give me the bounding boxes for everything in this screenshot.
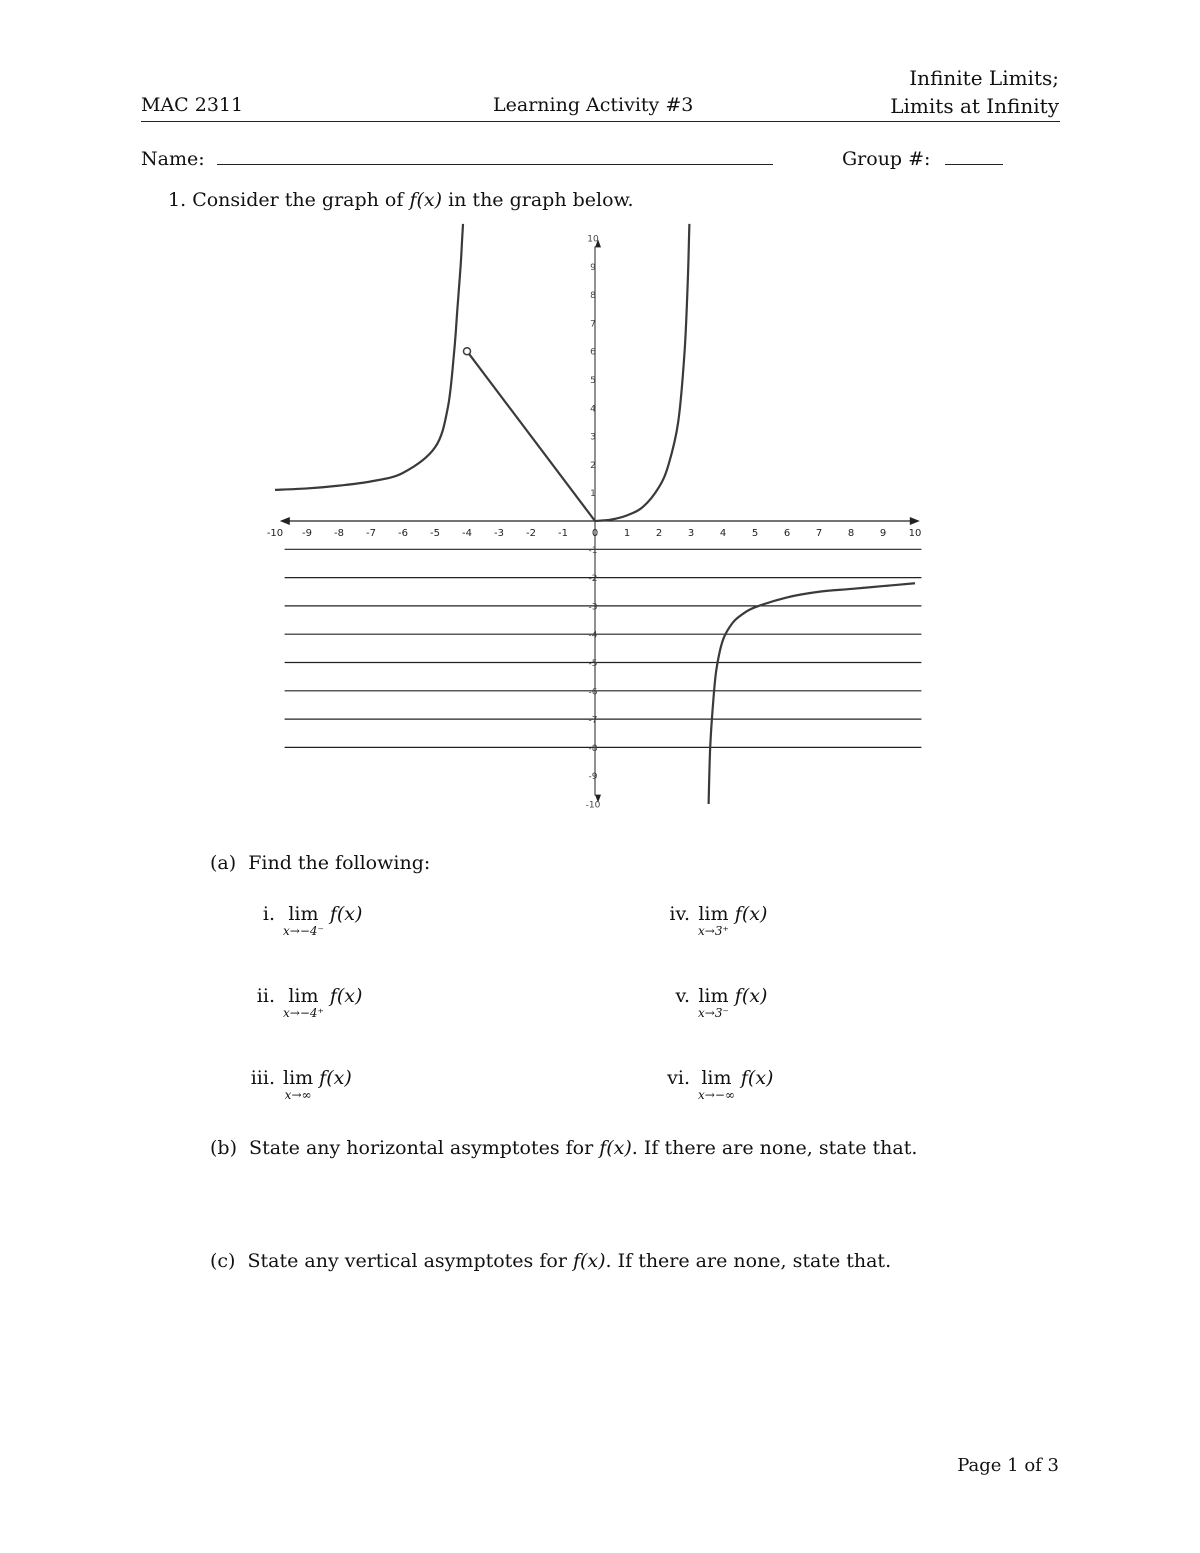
limit-number: i. — [262, 903, 275, 925]
y-tick-label: -8 — [588, 743, 598, 754]
name-label: Name: — [141, 148, 205, 170]
question-1-prompt — [168, 189, 634, 211]
y-tick-label: 4 — [590, 404, 596, 415]
limit-item-iii — [235, 1067, 352, 1101]
prompt-function: f(x) — [409, 189, 443, 211]
y-tick-label: 1 — [590, 489, 596, 500]
part-c-text-before: State any vertical asymptotes for — [247, 1250, 567, 1272]
limit-subscript: x→−∞ — [698, 1088, 735, 1102]
course-code: MAC 2311 — [141, 94, 244, 116]
x-tick-label: -9 — [302, 528, 312, 539]
x-tick-label: 1 — [623, 528, 631, 539]
limit-word: lim — [288, 985, 319, 1007]
limit-item-i — [235, 903, 362, 937]
x-tick-label: -1 — [558, 528, 568, 539]
question-number: 1. — [168, 189, 187, 211]
part-c-function: f(x) — [572, 1250, 606, 1272]
y-tick-label: 10 — [587, 234, 599, 245]
x-tick-label: -10 — [266, 528, 284, 539]
x-tick-label: 10 — [908, 528, 922, 539]
name-blank[interactable] — [217, 146, 773, 165]
part-c-label: (c) — [210, 1250, 236, 1272]
limit-operator — [698, 1067, 735, 1101]
topic-line-2: Limits at Infinity — [890, 94, 1059, 118]
x-tick-label: -2 — [526, 528, 536, 539]
limit-word: lim — [288, 903, 319, 925]
topic-line-1: Infinite Limits; — [909, 66, 1059, 90]
x-tick-label: 8 — [847, 528, 855, 539]
function-curve-segment — [595, 181, 691, 521]
x-tick-label: 0 — [591, 528, 599, 539]
limit-operator — [283, 903, 324, 937]
part-c — [210, 1250, 891, 1272]
limit-operator — [283, 1067, 313, 1101]
x-tick-label: -4 — [462, 528, 472, 539]
x-tick-label: 6 — [783, 528, 791, 539]
part-b-text-after: . If there are none, state that. — [631, 1137, 918, 1159]
y-tick-label: -9 — [588, 772, 598, 783]
limit-word: lim — [283, 1067, 314, 1089]
limit-word: lim — [698, 985, 729, 1007]
open-point-marker — [464, 348, 471, 355]
limit-word: lim — [698, 903, 729, 925]
group-blank[interactable] — [945, 146, 1003, 165]
y-tick-label: 3 — [590, 432, 596, 443]
limit-number: ii. — [256, 985, 275, 1007]
x-axis-left-arrow — [280, 517, 290, 525]
y-tick-label: 6 — [590, 347, 596, 358]
y-tick-label: -6 — [588, 687, 598, 698]
x-tick-label: -5 — [430, 528, 440, 539]
topic-title — [890, 64, 1059, 120]
limit-function: f(x) — [319, 1067, 352, 1089]
y-tick-label: -3 — [588, 602, 598, 613]
part-a-heading — [210, 852, 430, 874]
group-label: Group #: — [842, 148, 931, 170]
y-tick-label: -1 — [588, 545, 598, 556]
part-a-label: (a) — [210, 852, 237, 874]
limit-operator — [283, 985, 324, 1019]
limit-number: iv. — [669, 903, 690, 925]
limit-function: f(x) — [329, 903, 363, 925]
name-row — [141, 146, 773, 170]
function-curve-segment — [275, 181, 465, 489]
header-rule — [141, 121, 1060, 122]
limit-subscript: x→−4⁺ — [283, 1006, 324, 1020]
limit-item-ii — [235, 985, 362, 1019]
x-axis-right-arrow — [910, 517, 920, 525]
part-b-text-before: State any horizontal asymptotes for — [249, 1137, 594, 1159]
limit-item-vi — [650, 1067, 773, 1101]
limit-operator — [698, 985, 729, 1019]
group-row — [842, 146, 1003, 170]
function-graph — [266, 232, 930, 812]
limit-function: f(x) — [734, 985, 768, 1007]
y-tick-label: 5 — [590, 376, 596, 386]
limit-item-v — [650, 985, 767, 1019]
y-tick-label: 7 — [590, 319, 596, 330]
y-tick-label: 8 — [590, 291, 596, 302]
x-tick-label: -7 — [366, 528, 376, 539]
x-tick-label: -6 — [398, 528, 408, 539]
y-tick-label: -10 — [585, 800, 601, 811]
function-curve-segment — [467, 351, 595, 521]
limit-subscript: x→3⁻ — [698, 1006, 729, 1020]
limit-operator — [698, 903, 729, 937]
limit-subscript: x→−4⁻ — [283, 924, 324, 938]
y-tick-label: -4 — [588, 630, 598, 641]
limit-subscript: x→3⁺ — [698, 924, 729, 938]
y-tick-label: -2 — [588, 574, 598, 585]
limit-function: f(x) — [740, 1067, 774, 1089]
limit-function: f(x) — [329, 985, 363, 1007]
limit-function: f(x) — [734, 903, 768, 925]
part-b-function: f(x) — [599, 1137, 632, 1159]
prompt-text-before: Consider the graph of — [192, 189, 404, 211]
y-tick-label: 2 — [590, 460, 596, 471]
part-c-text-after: . If there are none, state that. — [605, 1250, 892, 1272]
prompt-text-after: in the graph below. — [448, 189, 634, 211]
limit-subscript: x→∞ — [284, 1088, 312, 1102]
y-tick-label: -5 — [588, 659, 598, 669]
x-tick-label: 4 — [719, 528, 727, 539]
page-number: Page 1 of 3 — [957, 1455, 1059, 1476]
x-tick-label: -8 — [334, 528, 344, 539]
x-tick-label: 2 — [655, 528, 663, 539]
part-a-text: Find the following: — [248, 852, 431, 874]
y-tick-label: -7 — [588, 715, 598, 726]
x-tick-label: -3 — [494, 528, 504, 539]
part-b-label: (b) — [210, 1137, 237, 1159]
limit-number: vi. — [667, 1067, 690, 1089]
y-tick-label: 9 — [590, 262, 596, 273]
function-curve-segment — [709, 583, 915, 804]
x-tick-label: 5 — [751, 528, 759, 539]
x-tick-label: 9 — [879, 528, 887, 539]
limit-number: iii. — [250, 1067, 275, 1089]
part-b — [210, 1137, 917, 1159]
x-tick-label: 7 — [815, 528, 823, 539]
x-tick-label: 3 — [687, 528, 695, 539]
limit-item-iv — [650, 903, 767, 937]
limit-number: v. — [675, 985, 690, 1007]
activity-title: Learning Activity #3 — [493, 94, 694, 116]
limit-word: lim — [701, 1067, 732, 1089]
